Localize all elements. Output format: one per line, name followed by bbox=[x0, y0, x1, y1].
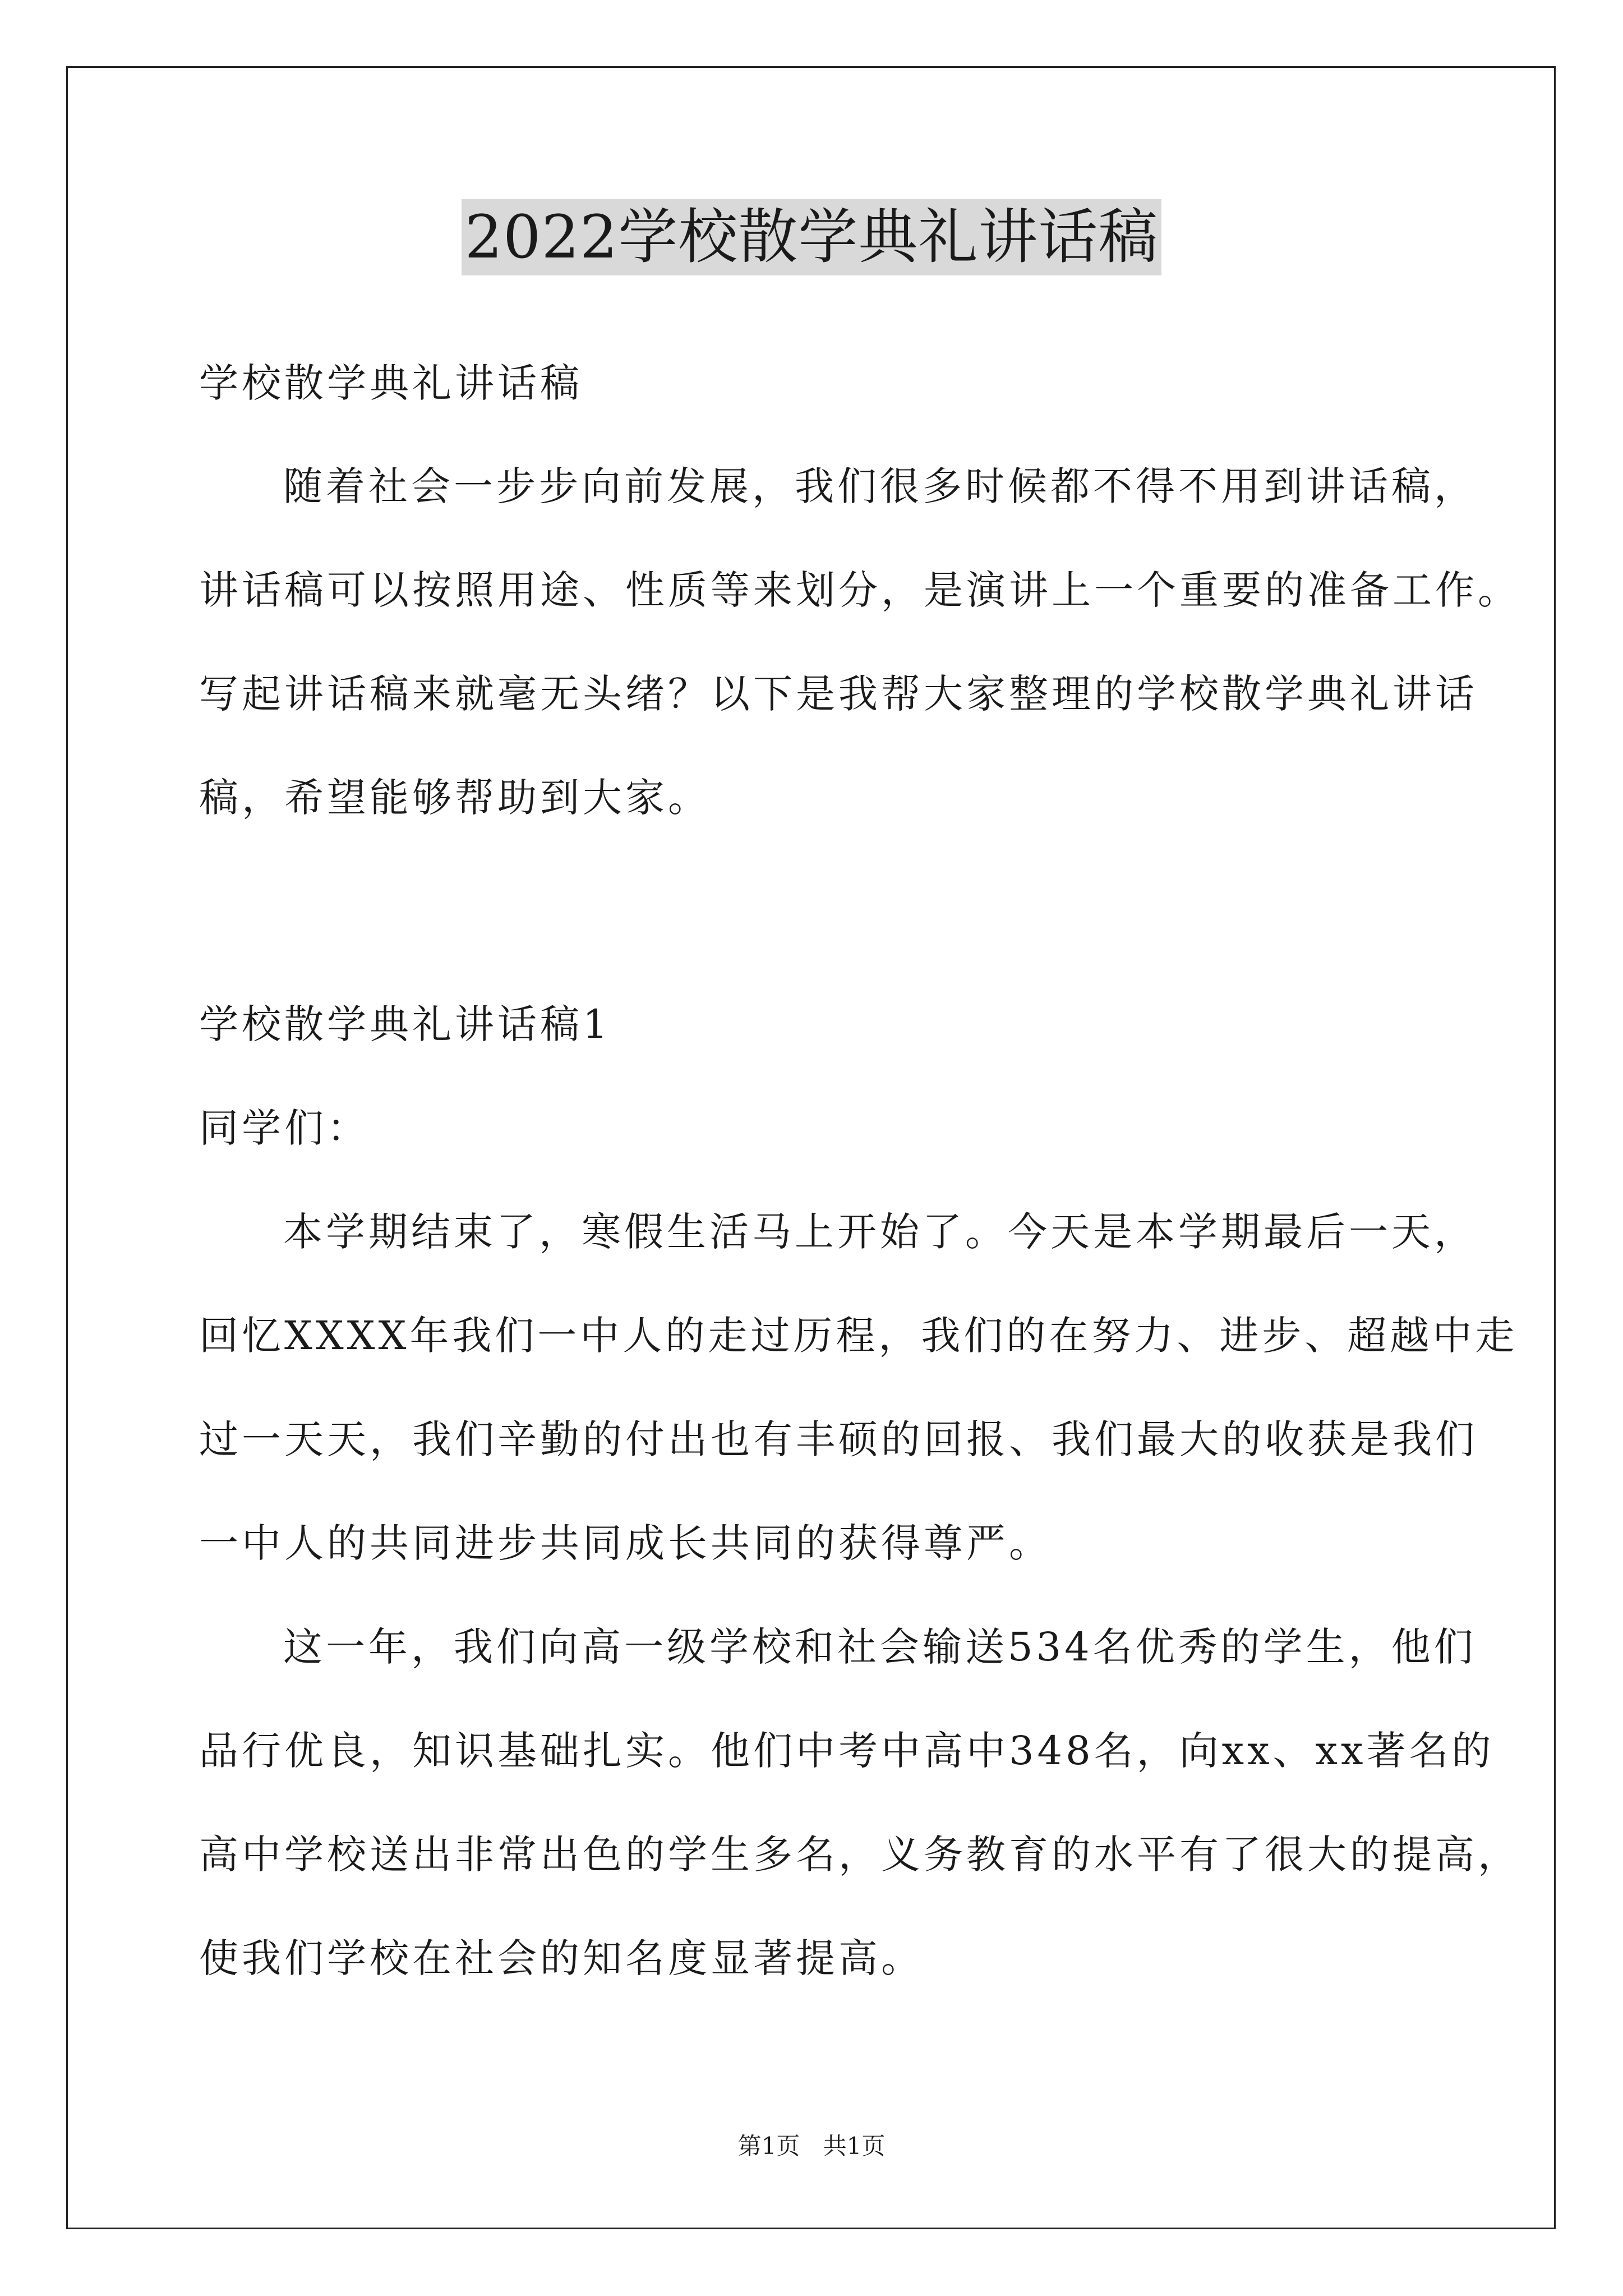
paragraph-line: 这一年，我们向高一级学校和社会输送534名优秀的学生，他们 bbox=[283, 1624, 1477, 1670]
salutation: 同学们： bbox=[199, 1105, 370, 1151]
paragraph-line: 过一天天，我们辛勤的付出也有丰硕的回报、我们最大的收获是我们 bbox=[199, 1416, 1478, 1462]
section-heading: 学校散学典礼讲话稿 bbox=[199, 360, 583, 406]
paragraph-line: 回忆XXXX年我们一中人的走过历程，我们的在努力、进步、超越中走 bbox=[199, 1313, 1518, 1359]
document-title: 2022学校散学典礼讲话稿 bbox=[462, 199, 1162, 275]
paragraph-line: 本学期结束了，寒假生活马上开始了。今天是本学期最后一天， bbox=[283, 1209, 1477, 1255]
paragraph-line: 讲话稿可以按照用途、性质等来划分，是演讲上一个重要的准备工作。 bbox=[199, 567, 1520, 613]
paragraph-line: 写起讲话稿来就毫无头绪？以下是我帮大家整理的学校散学典礼讲话 bbox=[199, 671, 1478, 717]
paragraph-line: 随着社会一步步向前发展，我们很多时候都不得不用到讲话稿， bbox=[283, 463, 1477, 509]
section-heading: 学校散学典礼讲话稿1 bbox=[199, 1001, 611, 1047]
page-number: 第1页 bbox=[737, 2132, 800, 2160]
page-total: 共1页 bbox=[823, 2132, 886, 2160]
paragraph-line: 品行优良，知识基础扎实。他们中考中高中348名，向xx、xx著名的 bbox=[199, 1728, 1495, 1774]
title-container bbox=[0, 199, 1623, 275]
paragraph-line: 使我们学校在社会的知名度显著提高。 bbox=[199, 1935, 924, 1981]
paragraph-line: 一中人的共同进步共同成长共同的获得尊严。 bbox=[199, 1520, 1052, 1566]
page-footer bbox=[0, 2131, 1623, 2162]
paragraph-line: 高中学校送出非常出色的学生多名，义务教育的水平有了很大的提高， bbox=[199, 1832, 1520, 1878]
paragraph-line: 稿，希望能够帮助到大家。 bbox=[199, 775, 711, 821]
